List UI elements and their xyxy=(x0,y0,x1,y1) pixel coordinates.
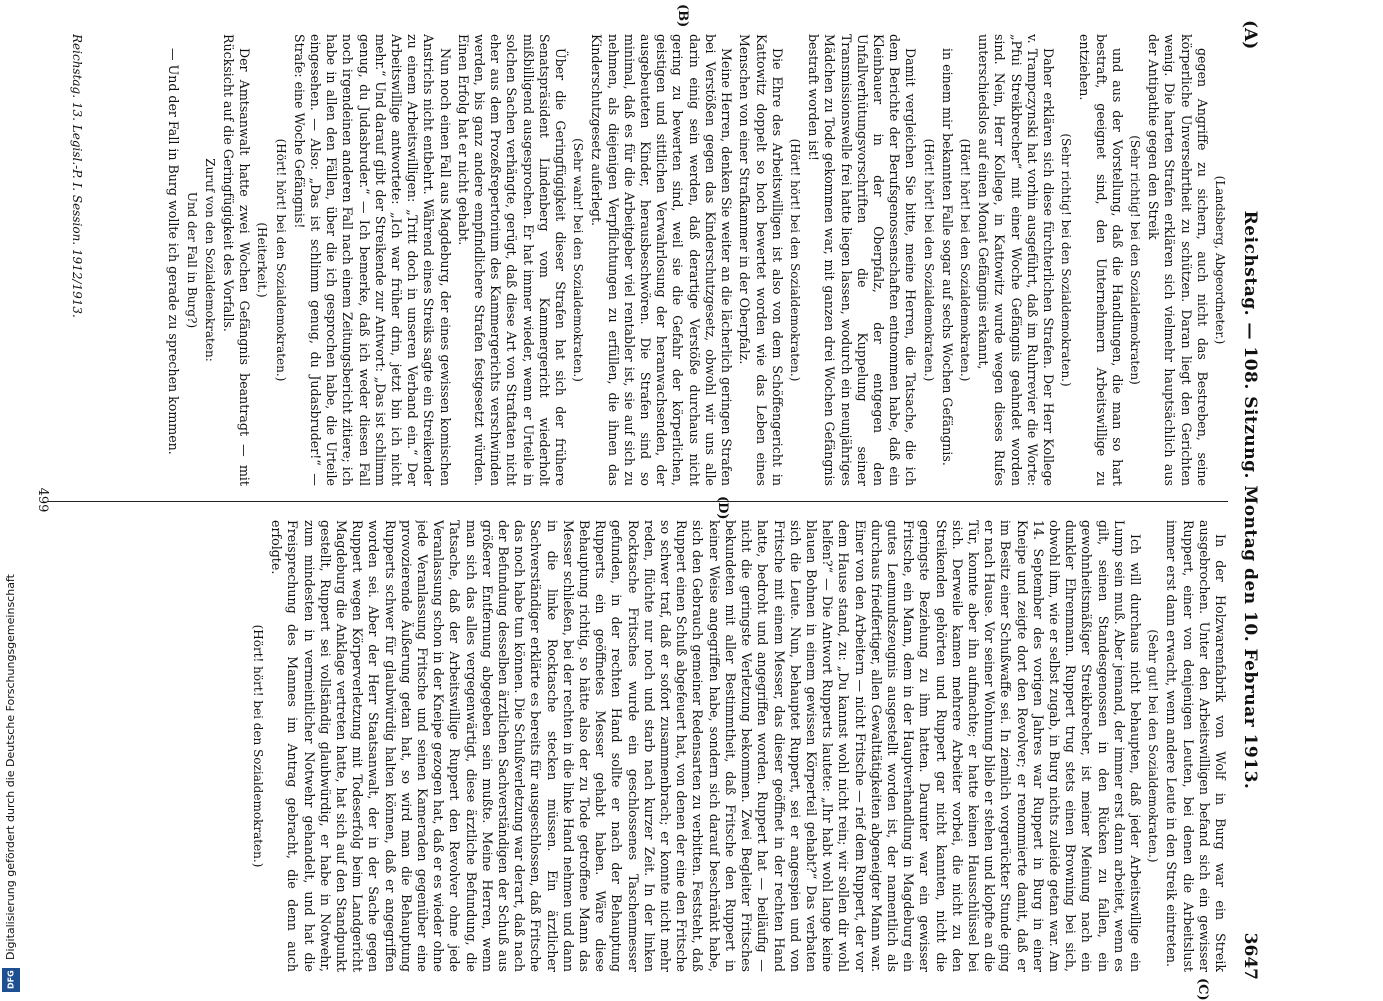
margin-ref-a: (A) xyxy=(1240,20,1260,50)
interjection: (Sehr gut! bei den Sozialdemokraten.) xyxy=(1146,629,1161,863)
interjection: (Hört! hört! bei den Sozialdemokraten.) xyxy=(251,624,266,868)
page-footer-number: 499 xyxy=(35,487,50,513)
paragraph: gegen Angriffe zu sichern, auch nicht das Bestreben, seine körperliche Unversehrtheit zu schützen. Daran liegt den Gerichten wenig. Die harten Strafen erklären sich vielmehr hauptsächlich aus der Antipathie gegen den Streik xyxy=(1146,34,1210,486)
paragraph: Damit vergleichen Sie bitte, meine Herren, die Tatsache, die ich dem Berichte der Berufsgenossenschaften entnommen habe, daß ein Kleinbauer in der Oberpfalz, der entgegen den Unfallverhütungsvorschriften die Kuppelung seiner Transmissionswelle frei hatte liegen lassen, wodurch ein neunjähriges Mädchen zu Tode gekommen war, mit ganzen drei Wochen Gefängnis bestraft worden ist! xyxy=(806,34,919,486)
interjection: (Sehr richtig! bei den Sozialdemokraten) xyxy=(1127,135,1142,385)
page-footer-source: Reichstag. 13. Legisl.-P. I. Session. 1912/1913. xyxy=(70,34,84,318)
paragraph: Daher erklären sich diese fürchterlichen Strafen. Der Herr Kollege v. Trampczynski hat vorhin ausgeführt, daß im Ruhrrevier die Worte: „Pfui Streikbrecher“ mit einer Woche Gefängnis geahndet worden sind. Nein, Herr Kollege, in Kattowitz wurde wegen dieses Rufes unterschiedslos auf einen Monat Gefängnis erkannt, xyxy=(976,34,1056,486)
paragraph: und aus der Vorstellung, daß die Handlungen, die man so hart bestraft, geeignet sind, den Unternehmern Arbeitswillige zu entziehen. xyxy=(1077,34,1125,486)
interjection: (Hört! hört! bei den Sozialdemokraten.) xyxy=(787,138,802,382)
paragraph: Nun noch einen Fall aus Magdeburg, der eines gewissen komischen Anstrichs nicht entbehrt. Während eines Streiks sagte ein Streikender zu einem Arbeitswilligen: „Tritt doch in unseren Verband ein.“ Der Arbeitswillige antwortete: „Ich war früher drin, jetzt bin ich nicht mehr.“ Und darauf gibt der Streikende zur Antwort: „Das ist schlimm genug, du Judasbruder.“ — Ich bemerke, daß ich weder diesen Fall noch irgendeinen anderen Fall nach einem Zeitungsbericht zitiere; ich habe in allen den Fällen, über die ich gesprochen habe, die Urteile eingesehen. — Also: „Das ist schlimm genug, du Judasbruder!“ — Strafe: eine Woche Gefängnis! xyxy=(291,34,453,486)
page-header xyxy=(1230,20,1270,980)
paragraph: Der Amtsanwalt hatte zwei Wochen Gefängnis beantragt — mit Rücksicht auf die Geringfügigkeit des Vorfalls. xyxy=(221,34,253,486)
interjection: Zuruf von den Sozialdemokraten: xyxy=(202,158,217,362)
dfg-logo: DFG xyxy=(2,968,20,992)
paragraph: In der Holzwarenfabrik von Wolf in Burg war ein Streik ausgebrochen. Unter den Arbeitswilligen befand sich ein gewisser Ruppert, einer von denjenigen Leuten, bei denen die Arbeitslust immer erst dann erwacht, wenn andere Leute in den Streik eintreten. xyxy=(1164,520,1228,972)
margin-ref-b: (B) xyxy=(675,4,690,28)
page-title: Reichstag. — 108. Sitzung. Montag den 10. Februar 1913. xyxy=(1240,210,1260,790)
margin-ref-d: (D) xyxy=(715,496,730,520)
interjection: Und der Fall in Burg?) xyxy=(184,191,199,329)
interjection: (Sehr wahr! bei den Sozialdemokraten.) xyxy=(571,138,586,382)
paragraph: Die Ehre des Arbeitswilligen ist also von dem Schöffengericht in Kattowitz doppelt so hoch bewertet worden wie das Leben eines Menschen von einer Strafkammer in der Oberpfalz. xyxy=(737,34,785,486)
interjection: (Sehr richtig! bei den Sozialdemokraten.) xyxy=(1059,133,1074,387)
side-note-text: Digitalisierung gefördert durch die Deutsche Forschungsgemeinschaft xyxy=(4,574,17,960)
interjection: (Heiterkeit.) xyxy=(255,222,270,298)
paragraph: — Und der Fall in Burg wollte ich gerade zu sprechen kommen. xyxy=(166,48,182,455)
interjection: (Hört! hört! bei den Sozialdemokraten.) xyxy=(957,138,972,382)
page-number: 3647 xyxy=(1240,932,1260,980)
left-column xyxy=(28,34,1228,486)
interjection: (Hört! hört! bei den Sozialdemokraten.) xyxy=(273,138,288,382)
paragraph: in einem mir bekannten Falle sogar auf sechs Wochen Gefängnis. xyxy=(939,48,955,466)
speaker-line: (Landsberg, Abgeordneter.) xyxy=(1213,175,1227,345)
right-column xyxy=(28,520,1228,972)
paragraph: Meine Herren, denken Sie weiter an die lächerlich geringen Strafen bei Verstößen gegen das Kinderschutzgesetz, obwohl wir uns alle darin einig sein werden, daß derartige Verstöße durchaus nicht gering zu bewerten sind, weil sie die Gefahr der körperlichen, geistigen und sittlichen Verwahrlosung der heranwachsenden, der ausgebeuteten Kinder, herausbeschwören. Die Strafen sind so minimal, daß es für die Arbeitgeber viel rentabler ist, sie auf sich zu nehmen, als diejenigen Verpflichtungen zu erfüllen, die ihnen das Kinderschutzgesetz auferlegt. xyxy=(589,34,735,486)
paragraph: Ich will durchaus nicht behaupten, daß jeder Arbeitswillige ein Lump sein muß. Aber jemand, der immer erst dann arbeitet, wenn es gilt, seinen Standesgenossen in den Rücken zu fallen, ein gewohnheitsmäßiger Streikbrecher, ist meiner Meinung nach ein dunkler Ehrenmann. Ruppert trug stets einen Browning bei sich, obwohl ihm, wie er selbst zugab, in Burg nichts zuleide getan war. Am 14. September des vorigen Jahres war Ruppert in Burg in einer Kneipe und zeigte dort den Revolver; er renommierte damit, daß er im Besitz einer Schußwaffe sei. In ziemlich vorgerückter Stunde ging er nach Hause. Vor seiner Wohnung blieb er stehen und klopfte an die Tür, konnte aber ihn aufmachte; er hatte keinen Hausschlüssel bei sich. Derweile kamen mehrere Arbeiter vorbei, die nicht zu den Streikenden gehörten und Ruppert gar nicht kannten, nicht die geringste Beziehung zu ihm hatten. Darunter war ein gewisser Fritsche, ein Mann, dem in der Hauptverhandlung in Magdeburg ein gutes Leumundszeugnis ausgestellt worden ist, der namentlich als durchaus friedfertiger, allen Gewalttätigkeiten abgeneigter Mann war. Einer von den Arbeitern — nicht Fritsche — rief dem Ruppert, der vor dem Hause stand, zu: „Du kannst wohl nicht rein; wir sollen dir wohl helfen?“ — Die Antwort Rupperts lautete: „Ihr habt wohl lange keine blauen Bohnen in einem gewissen Körperteil gehabt?“ Das verbaten sich die Leute. Nun, behauptet Ruppert, sei er angespien und von Fritsche mit einem Messer, das dieser geöffnet in der rechten Hand hatte, bedroht und angegriffen worden. Ruppert hat — beiläufig — nicht die geringste Verletzung bekommen. Zwei Begleiter Fritsches bekundeten mit aller Bestimmtheit, daß Fritsche den Ruppert in keiner Weise angegriffen habe, sondern sich darauf beschränkt habe, sich den Gebrauch gemeiner Redensarten zu verbitten. Feststeht, daß Ruppert einen Schuß abgefeuert hat, von denen der eine den Fritsche so schwer traf, daß er sofort zusammenbrach; er konnte nicht mehr reden, flüchte nur noch und starb nach kurzer Zeit. In der linken Rocktasche Fritsches wurde ein geschlossenes Taschenmesser gefunden, in der rechten Hand sollte er nach der Behauptung Rupperts ein geöffnetes Messer gehabt haben. Wäre diese Behauptung richtig, so hätte also der zu Tode getroffene Mann das Messer schließen, bei der rechten in die linke Hand nehmen und dann in die linke Rocktasche stecken müssen. Ein ärztlicher Sachverständiger erklärte es bereits für ausgeschlossen, daß Fritsche das noch habe tun können. Die Schußverletzung war derart, daß nach der Befundung desselben ärztlichen Sachverständigen der Schuß aus größerer Entfernung abgegeben sein mußte. Meine Herren, wenn man sich das alles vergegenwärtigt, diese ärztliche Befundung, die Tatsache, daß der Arbeitswillige Ruppert den Revolver ohne jede Veranlassung schon in der Kneipe gezogen hat, daß er es wieder ohne jede Veranlassung Fritsche und seinen Kameraden gegenüber eine provozierende Äußerung getan hat, so wird man die Behauptung Rupperts schwer für glaubwürdig halten können, daß er angegriffen worden sei. Aber der Herr Staatsanwalt, der in der Sache gegen Ruppert wegen Körperverletzung mit Todeserfolg beim Landgericht Magdeburg die Anklage vertreten hatte, hat sich auf den Standpunkt gestellt, Ruppert sei vollständig glaubwürdig, er habe in Notwehr, zum mindesten in vermeintlicher Notwehr gehandelt, und hat die Freisprechung des Mannes im Antrag gebracht, die denn auch erfolgte. xyxy=(269,520,1143,972)
interjection: (Hört! hört! bei den Sozialdemokraten.) xyxy=(921,138,936,382)
paragraph: Über die Geringfügigkeit dieser Strafen hat sich der frühere Senatspräsident Lindenberg vom Kammergericht wiederholt mißbilligend ausgesprochen. Er hat immer wieder, wenn er Urteile in solchen Sachen verhängte, gerügt, daß diese Art von Straftaten nicht eher aus dem Prozeßrepertorium des Kammergerichts verschwinden werden, bis ganz andere empfindlichere Strafen festgesetzt würden. Einen Erfolg hat er nicht gehabt. xyxy=(455,34,569,486)
column-divider xyxy=(48,501,1228,502)
margin-ref-c: (C) xyxy=(1195,978,1210,1001)
